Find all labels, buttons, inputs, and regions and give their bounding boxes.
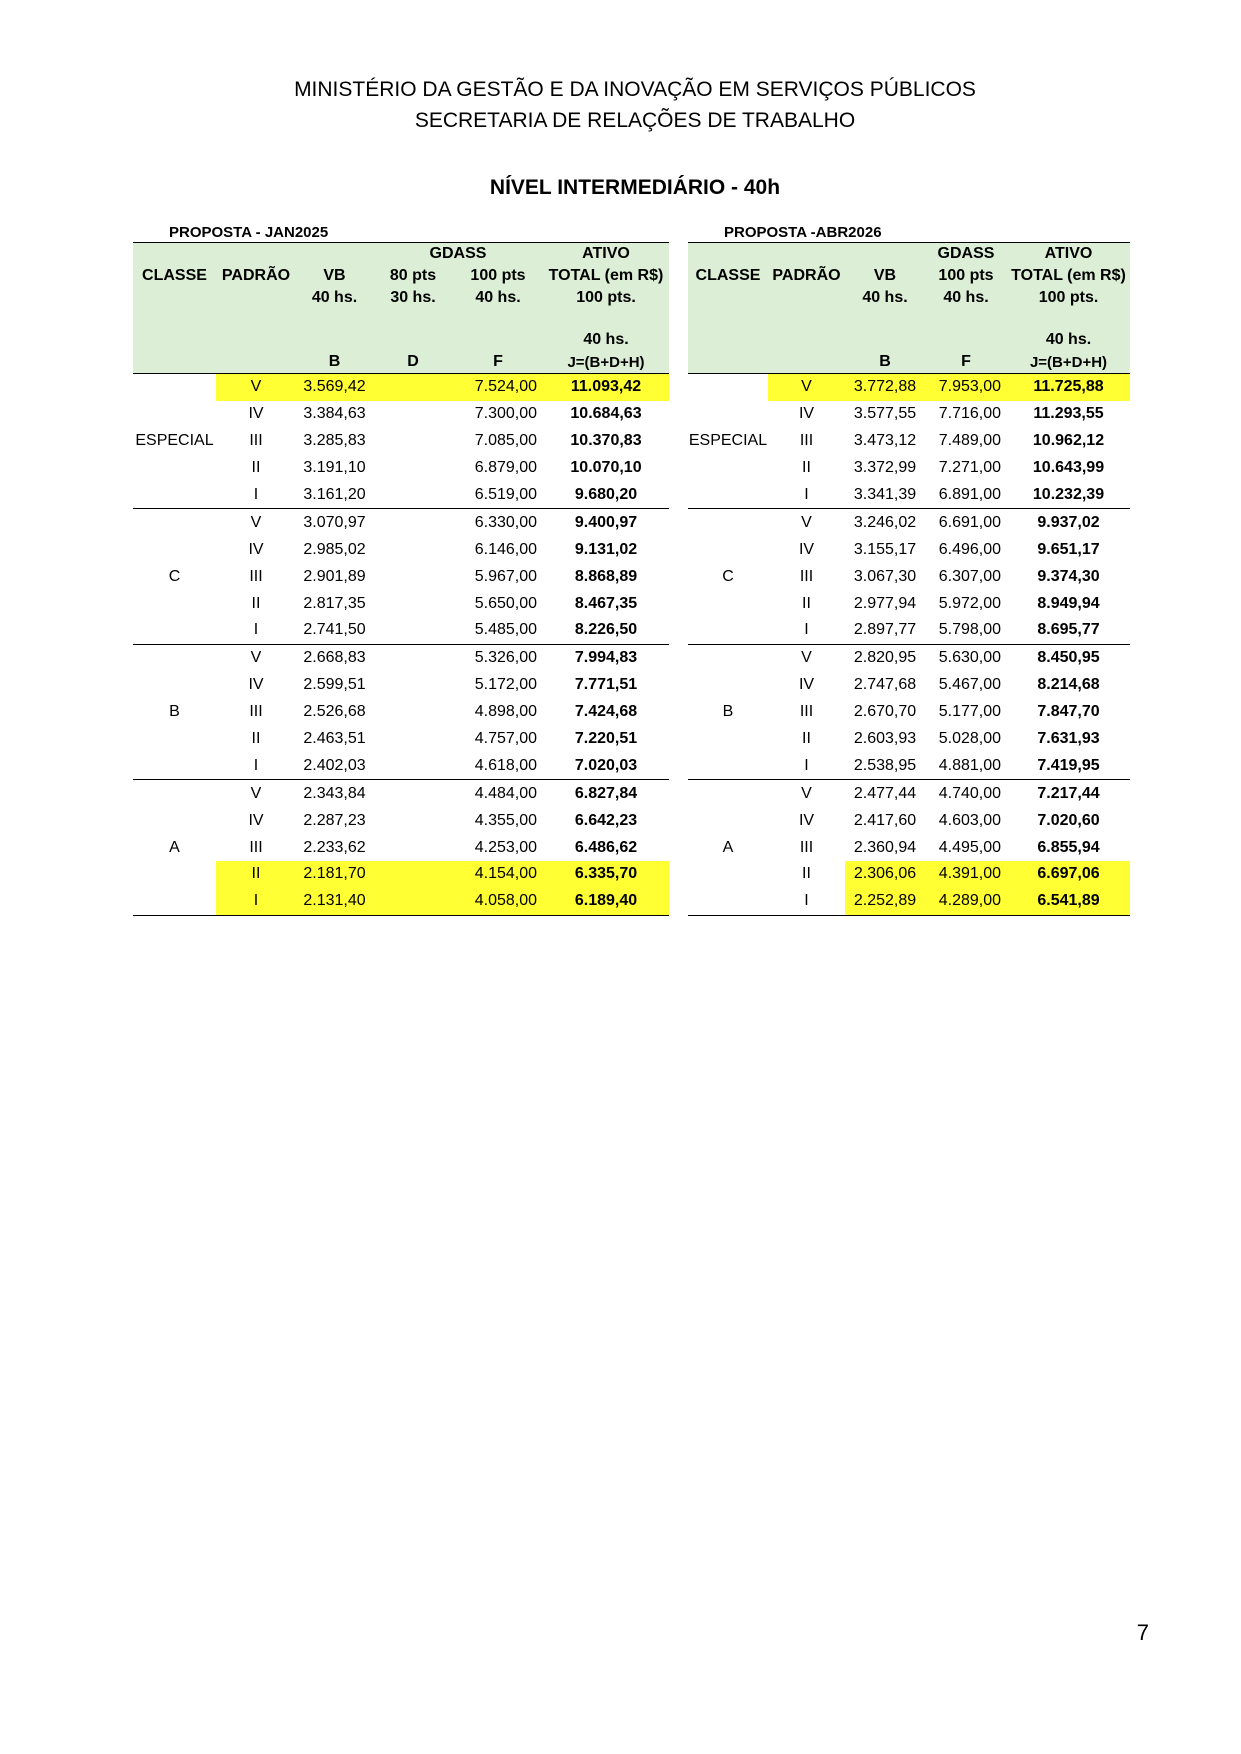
table-row bbox=[688, 644, 1130, 671]
vb-cell: 2.741,50 bbox=[296, 617, 373, 644]
total-cell: 7.631,93 bbox=[1037, 730, 1100, 748]
gdass-100-cell: 4.495,00 bbox=[938, 838, 1001, 856]
vb-cell: 2.181,70 bbox=[296, 861, 373, 888]
vb-cell: 2.463,51 bbox=[303, 730, 366, 748]
gdass-100-cell: 4.253,00 bbox=[474, 838, 537, 856]
gdass-100-letter: F bbox=[453, 351, 543, 374]
padrao-cell: I bbox=[216, 482, 296, 509]
gdass-100-cell: 7.085,00 bbox=[474, 432, 537, 450]
vb-cell: 3.577,55 bbox=[853, 405, 917, 423]
total-cell: 8.467,35 bbox=[574, 594, 638, 612]
vb-cell: 2.599,51 bbox=[303, 676, 366, 694]
padrao-cell: V bbox=[250, 784, 262, 802]
vb-cell: 2.343,84 bbox=[303, 784, 366, 802]
total-cell: 8.949,94 bbox=[1037, 594, 1100, 612]
vb-hours: 40 hs. bbox=[296, 287, 373, 309]
padrao-cell: IV bbox=[798, 811, 815, 829]
gdass-header: GDASS bbox=[925, 243, 1007, 266]
gdass-80-cell bbox=[373, 644, 453, 671]
total-cell: 7.220,51 bbox=[574, 730, 638, 748]
table-row bbox=[133, 644, 669, 671]
vb-letter: B bbox=[296, 351, 373, 374]
table-row bbox=[688, 780, 1130, 807]
classe-cell: B bbox=[688, 644, 768, 779]
gdass-80-cell bbox=[373, 455, 453, 482]
padrao-cell: II bbox=[216, 861, 296, 888]
total-cell: 10.643,99 bbox=[1032, 459, 1105, 477]
gdass-100-cell: 5.326,00 bbox=[474, 649, 537, 667]
total-header: TOTAL (em R$) bbox=[543, 265, 669, 287]
vb-cell: 2.668,83 bbox=[303, 649, 366, 667]
padrao-cell: II bbox=[802, 865, 811, 883]
padrao-cell: IV bbox=[248, 405, 264, 423]
gdass-100-header: 100 pts bbox=[453, 265, 543, 287]
total-formula: J=(B+D+H) bbox=[1007, 351, 1130, 374]
vb-cell: 3.070,97 bbox=[303, 513, 366, 531]
total-hours: 40 hs. bbox=[1007, 329, 1130, 351]
vb-cell: 2.477,44 bbox=[853, 784, 917, 802]
gdass-100-cell: 4.289,00 bbox=[925, 888, 1007, 915]
padrao-cell: III bbox=[249, 838, 263, 856]
padrao-cell: IV bbox=[248, 540, 264, 558]
vb-cell: 2.417,60 bbox=[853, 811, 917, 829]
gdass-100-cell: 6.307,00 bbox=[938, 567, 1001, 585]
gdass-80-cell bbox=[373, 861, 453, 888]
gdass-100-cell: 5.967,00 bbox=[474, 567, 537, 585]
gdass-80-hours: 30 hs. bbox=[373, 287, 453, 309]
padrao-cell: III bbox=[249, 567, 263, 585]
classe-cell: C bbox=[133, 509, 216, 644]
vb-cell: 2.526,68 bbox=[303, 703, 366, 721]
padrao-cell: V bbox=[768, 374, 845, 401]
ativo-header: ATIVO bbox=[1007, 243, 1130, 266]
total-cell: 11.293,55 bbox=[1033, 405, 1104, 423]
classe-cell: A bbox=[688, 780, 768, 915]
page-number: 7 bbox=[1136, 1620, 1149, 1645]
padrao-cell: I bbox=[216, 617, 296, 644]
gdass-100-cell: 5.972,00 bbox=[938, 594, 1001, 612]
gdass-100-cell: 4.757,00 bbox=[474, 730, 537, 748]
vb-cell: 3.473,12 bbox=[853, 432, 917, 450]
table-row bbox=[688, 509, 1130, 536]
ativo-header: ATIVO bbox=[543, 243, 669, 266]
gdass-80-cell bbox=[373, 834, 453, 861]
padrao-cell: II bbox=[251, 594, 261, 612]
gdass-80-cell bbox=[373, 401, 453, 428]
padrao-cell: III bbox=[249, 432, 263, 450]
padrao-cell: III bbox=[799, 567, 814, 585]
total-cell: 7.994,83 bbox=[574, 649, 638, 667]
gdass-100-cell: 7.716,00 bbox=[938, 405, 1001, 423]
padrao-cell: IV bbox=[248, 811, 264, 829]
gdass-100-cell: 7.489,00 bbox=[938, 432, 1001, 450]
gdass-80-cell bbox=[373, 780, 453, 807]
classe-cell: B bbox=[133, 644, 216, 779]
padrao-cell: III bbox=[249, 703, 263, 721]
total-cell: 8.695,77 bbox=[1007, 617, 1130, 644]
total-cell: 9.937,02 bbox=[1037, 513, 1100, 531]
padrao-cell: III bbox=[799, 838, 814, 856]
gdass-80-cell bbox=[373, 617, 453, 644]
vb-hours: 40 hs. bbox=[845, 287, 925, 309]
padrao-cell: I bbox=[768, 752, 845, 779]
gdass-100-cell: 5.177,00 bbox=[938, 703, 1001, 721]
vb-cell: 2.603,93 bbox=[853, 730, 917, 748]
padrao-cell: V bbox=[801, 649, 812, 667]
table-row bbox=[133, 780, 669, 807]
gdass-100-cell: 6.146,00 bbox=[474, 540, 537, 558]
gdass-100-cell: 5.028,00 bbox=[938, 730, 1001, 748]
total-cell: 10.370,83 bbox=[570, 432, 642, 450]
vb-cell: 3.372,99 bbox=[853, 459, 917, 477]
total-cell: 6.189,40 bbox=[543, 888, 669, 915]
vb-cell: 2.306,06 bbox=[845, 861, 925, 888]
gdass-100-cell: 6.891,00 bbox=[925, 482, 1007, 509]
gdass-100-cell: 5.485,00 bbox=[453, 617, 543, 644]
vb-cell: 2.985,02 bbox=[303, 540, 366, 558]
gdass-100-cell: 4.898,00 bbox=[474, 703, 537, 721]
gdass-100-cell: 6.519,00 bbox=[453, 482, 543, 509]
total-cell: 6.335,70 bbox=[543, 861, 669, 888]
gdass-100-cell: 6.496,00 bbox=[938, 540, 1001, 558]
gdass-100-cell: 7.300,00 bbox=[474, 405, 537, 423]
vb-cell: 3.772,88 bbox=[845, 374, 925, 401]
total-cell: 9.374,30 bbox=[1037, 567, 1100, 585]
vb-cell: 2.538,95 bbox=[845, 752, 925, 779]
gdass-80-cell bbox=[373, 888, 453, 915]
vb-cell: 2.747,68 bbox=[853, 676, 917, 694]
page-header bbox=[0, 74, 1241, 136]
salary-table-abr2026 bbox=[688, 222, 1130, 916]
vb-cell: 2.252,89 bbox=[845, 888, 925, 915]
padrao-header: PADRÃO bbox=[216, 265, 296, 287]
vb-cell: 3.191,10 bbox=[303, 459, 366, 477]
padrao-cell: II bbox=[802, 459, 811, 477]
vb-cell: 2.233,62 bbox=[303, 838, 366, 856]
table-caption: PROPOSTA -ABR2026 bbox=[688, 222, 1130, 243]
total-cell: 7.217,44 bbox=[1037, 784, 1100, 802]
total-cell: 7.020,60 bbox=[1037, 811, 1100, 829]
gdass-80-cell bbox=[373, 509, 453, 536]
gdass-100-cell: 6.691,00 bbox=[938, 513, 1001, 531]
total-cell: 8.868,89 bbox=[574, 567, 638, 585]
padrao-cell: V bbox=[801, 784, 812, 802]
total-cell: 6.541,89 bbox=[1007, 888, 1130, 915]
gdass-100-cell: 5.467,00 bbox=[938, 676, 1001, 694]
gdass-100-cell: 4.881,00 bbox=[925, 752, 1007, 779]
total-pts: 100 pts. bbox=[1007, 287, 1130, 309]
padrao-cell: I bbox=[768, 617, 845, 644]
gdass-100-cell: 4.391,00 bbox=[925, 861, 1007, 888]
gdass-80-cell bbox=[373, 563, 453, 590]
vb-cell: 3.569,42 bbox=[296, 374, 373, 401]
gdass-100-hours: 40 hs. bbox=[925, 287, 1007, 309]
total-formula: J=(B+D+H) bbox=[543, 351, 669, 374]
total-cell: 7.419,95 bbox=[1007, 752, 1130, 779]
total-cell: 10.684,63 bbox=[570, 405, 642, 423]
gdass-80-cell bbox=[373, 374, 453, 401]
table-row bbox=[688, 374, 1130, 401]
vb-cell: 2.820,95 bbox=[853, 649, 917, 667]
padrao-cell: IV bbox=[248, 676, 264, 694]
gdass-100-cell: 5.650,00 bbox=[474, 594, 537, 612]
gdass-80-cell bbox=[373, 482, 453, 509]
total-cell: 11.725,88 bbox=[1007, 374, 1130, 401]
gdass-100-cell: 7.953,00 bbox=[925, 374, 1007, 401]
total-cell: 9.131,02 bbox=[574, 540, 638, 558]
total-cell: 10.070,10 bbox=[570, 459, 642, 477]
padrao-cell: V bbox=[216, 374, 296, 401]
vb-header: VB bbox=[296, 265, 373, 287]
vb-cell: 2.131,40 bbox=[296, 888, 373, 915]
vb-letter: B bbox=[845, 351, 925, 374]
total-cell: 9.651,17 bbox=[1037, 540, 1100, 558]
total-cell: 7.847,70 bbox=[1037, 703, 1100, 721]
vb-cell: 2.977,94 bbox=[853, 594, 917, 612]
padrao-cell: II bbox=[802, 594, 811, 612]
gdass-100-cell: 4.058,00 bbox=[453, 888, 543, 915]
page-title: NÍVEL INTERMEDIÁRIO - 40h bbox=[489, 176, 781, 199]
padrao-cell: IV bbox=[798, 540, 815, 558]
total-cell: 6.486,62 bbox=[574, 838, 638, 856]
gdass-100-cell: 4.618,00 bbox=[453, 752, 543, 779]
total-hours: 40 hs. bbox=[543, 329, 669, 351]
padrao-cell: I bbox=[768, 482, 845, 509]
classe-cell: ESPECIAL bbox=[688, 374, 768, 509]
classe-cell: A bbox=[133, 780, 216, 915]
total-cell: 7.771,51 bbox=[574, 676, 638, 694]
table-row bbox=[133, 509, 669, 536]
gdass-100-cell: 5.630,00 bbox=[938, 649, 1001, 667]
table-row bbox=[133, 374, 669, 401]
gdass-80-cell bbox=[373, 752, 453, 779]
total-cell: 7.424,68 bbox=[574, 703, 638, 721]
padrao-cell: II bbox=[251, 730, 261, 748]
gdass-80-cell bbox=[373, 672, 453, 699]
vb-cell: 2.287,23 bbox=[303, 811, 366, 829]
vb-cell: 2.897,77 bbox=[845, 617, 925, 644]
total-cell: 10.962,12 bbox=[1032, 432, 1105, 450]
gdass-100-cell: 6.330,00 bbox=[474, 513, 537, 531]
gdass-80-letter: D bbox=[373, 351, 453, 374]
total-cell: 8.214,68 bbox=[1037, 676, 1100, 694]
gdass-80-cell bbox=[373, 536, 453, 563]
gdass-100-cell: 7.271,00 bbox=[938, 459, 1001, 477]
total-cell: 6.827,84 bbox=[574, 784, 638, 802]
padrao-cell: II bbox=[251, 459, 261, 477]
vb-cell: 3.285,83 bbox=[303, 432, 366, 450]
total-cell: 6.642,23 bbox=[574, 811, 638, 829]
vb-cell: 3.161,20 bbox=[296, 482, 373, 509]
gdass-100-cell: 4.603,00 bbox=[938, 811, 1001, 829]
padrao-cell: II bbox=[802, 730, 811, 748]
gdass-100-cell: 4.740,00 bbox=[938, 784, 1001, 802]
vb-cell: 3.341,39 bbox=[845, 482, 925, 509]
vb-cell: 3.067,30 bbox=[853, 567, 917, 585]
classe-header: CLASSE bbox=[688, 265, 768, 287]
gdass-80-cell bbox=[373, 699, 453, 726]
gdass-80-cell bbox=[373, 807, 453, 834]
gdass-header: GDASS bbox=[373, 243, 543, 266]
total-cell: 10.232,39 bbox=[1007, 482, 1130, 509]
padrao-cell: III bbox=[799, 703, 814, 721]
gdass-100-cell: 5.798,00 bbox=[925, 617, 1007, 644]
total-cell: 6.855,94 bbox=[1037, 838, 1100, 856]
total-cell: 8.450,95 bbox=[1037, 649, 1100, 667]
gdass-100-cell: 4.355,00 bbox=[474, 811, 537, 829]
padrao-cell: I bbox=[216, 888, 296, 915]
vb-cell: 2.360,94 bbox=[853, 838, 917, 856]
secretariat-name: SECRETARIA DE RELAÇÕES DE TRABALHO bbox=[414, 109, 856, 132]
padrao-cell: I bbox=[216, 752, 296, 779]
gdass-80-cell bbox=[373, 726, 453, 753]
classe-cell: C bbox=[688, 509, 768, 644]
vb-cell: 3.155,17 bbox=[853, 540, 917, 558]
gdass-80-cell bbox=[373, 590, 453, 617]
padrao-cell: III bbox=[799, 432, 814, 450]
total-header: TOTAL (em R$) bbox=[1007, 265, 1130, 287]
vb-cell: 2.402,03 bbox=[296, 752, 373, 779]
total-pts: 100 pts. bbox=[543, 287, 669, 309]
padrao-cell: I bbox=[768, 888, 845, 915]
total-cell: 9.680,20 bbox=[543, 482, 669, 509]
salary-table-jan2025 bbox=[133, 222, 669, 916]
total-cell: 11.093,42 bbox=[543, 374, 669, 401]
table-caption: PROPOSTA - JAN2025 bbox=[133, 222, 669, 243]
total-cell: 8.226,50 bbox=[543, 617, 669, 644]
padrao-cell: V bbox=[250, 513, 262, 531]
gdass-100-cell: 5.172,00 bbox=[474, 676, 537, 694]
padrao-cell: IV bbox=[798, 676, 815, 694]
gdass-100-cell: 4.484,00 bbox=[474, 784, 537, 802]
padrao-header: PADRÃO bbox=[768, 265, 845, 287]
classe-cell: ESPECIAL bbox=[133, 374, 216, 509]
vb-header: VB bbox=[845, 265, 925, 287]
classe-header: CLASSE bbox=[133, 265, 216, 287]
vb-cell: 3.246,02 bbox=[853, 513, 917, 531]
vb-cell: 2.817,35 bbox=[303, 594, 366, 612]
gdass-100-cell: 7.524,00 bbox=[453, 374, 543, 401]
total-cell: 9.400,97 bbox=[574, 513, 638, 531]
gdass-100-hours: 40 hs. bbox=[453, 287, 543, 309]
gdass-80-header: 80 pts bbox=[373, 265, 453, 287]
gdass-100-header: 100 pts bbox=[925, 265, 1007, 287]
vb-cell: 3.384,63 bbox=[303, 405, 366, 423]
padrao-cell: V bbox=[250, 649, 262, 667]
gdass-100-letter: F bbox=[925, 351, 1007, 374]
ministry-name: MINISTÉRIO DA GESTÃO E DA INOVAÇÃO EM SERVIÇOS PÚBLICOS bbox=[294, 78, 976, 101]
padrao-cell: V bbox=[801, 513, 812, 531]
vb-cell: 2.670,70 bbox=[853, 703, 917, 721]
total-cell: 7.020,03 bbox=[543, 752, 669, 779]
gdass-100-cell: 6.879,00 bbox=[474, 459, 537, 477]
vb-cell: 2.901,89 bbox=[303, 567, 366, 585]
gdass-80-cell bbox=[373, 428, 453, 455]
gdass-100-cell: 4.154,00 bbox=[453, 861, 543, 888]
padrao-cell: IV bbox=[798, 405, 815, 423]
total-cell: 6.697,06 bbox=[1007, 861, 1130, 888]
